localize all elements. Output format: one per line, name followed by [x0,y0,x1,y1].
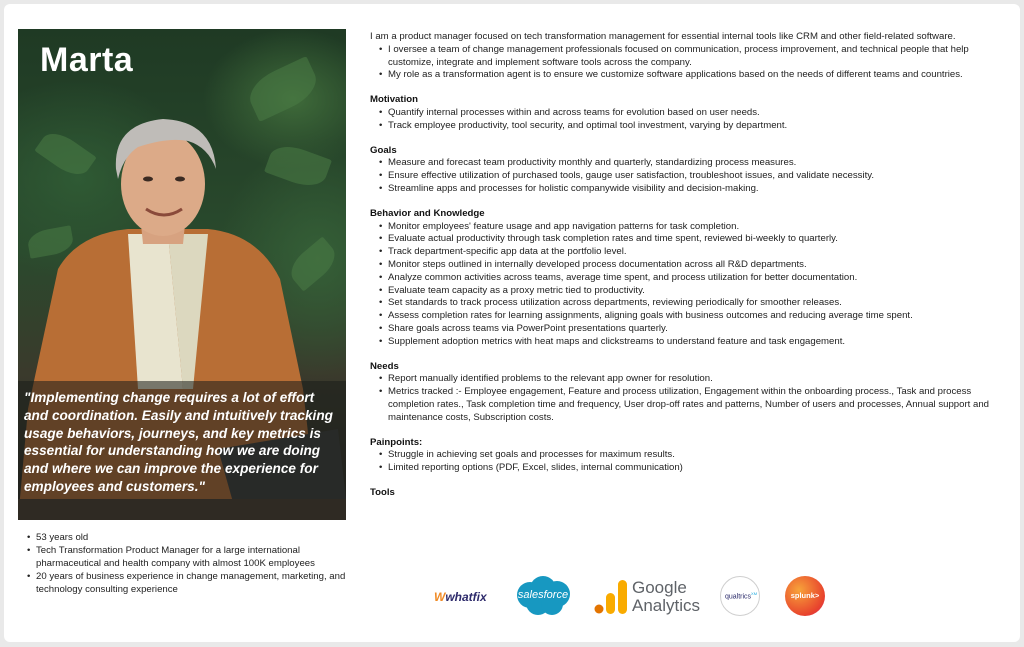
persona-fact: • Tech Transformation Product Manager for a large international pharmaceutical and health company with almost 100K employees [27,544,347,570]
list-item: • Assess completion rates for learning assignments, aligning goals with business outcomes and reducing average time spent. [379,310,1000,323]
intro-text: I am a product manager focused on tech transformation management for essential internal tools like CRM and other field-related software. [370,31,956,42]
list-item: • Report manually identified problems to the relevant app owner for resolution. [379,373,1000,386]
list-item: • Metrics tracked :- Employee engagement, Feature and process utilization, Engagement within the onboarding process., Task and process completion rates., Task completion time and frequency, User drop-off rates and patterns, Number of users and processes, Annual support and maintenance costs, Subscription costs. [379,386,1000,424]
persona-photo [18,29,346,520]
section-motivation [370,94,1000,132]
section-tools [370,487,1000,500]
list-item: • Ensure effective utilization of purchased tools, gauge user satisfaction, troubleshoot issues, and validate necessity. [379,170,1000,183]
list-item: • Struggle in achieving set goals and processes for maximum results. [379,449,1000,462]
list-item: • Evaluate team capacity as a proxy metric tied to productivity. [379,285,1000,298]
list-item: • Limited reporting options (PDF, Excel, slides, internal communication) [379,462,1000,475]
list-item: • Share goals across teams via PowerPoint presentations quarterly. [379,323,1000,336]
list-item: • Streamline apps and processes for holistic companywide visibility and decision-making. [379,183,1000,196]
list-item: • Measure and forecast team productivity monthly and quarterly, standardizing process measures. [379,157,1000,170]
section-painpoints [370,437,1000,475]
persona-fact: • 20 years of business experience in change management, marketing, and technology consulting experience [27,570,347,596]
section-needs [370,361,1000,425]
splunk-logo: splunk> [785,576,825,616]
section-goals [370,145,1000,196]
section-behavior-knowledge [370,208,1000,349]
google-analytics-bars-icon [594,579,628,615]
list-item: • Track department-specific app data at the portfolio level. [379,246,1000,259]
list-item: • Monitor employees' feature usage and app navigation patterns for task completion. [379,221,1000,234]
section-title: Motivation [370,94,418,106]
qualtrics-logo: qualtrics$^{XM}$ [720,576,760,616]
google-analytics-logo: Google Analytics [594,579,704,617]
persona-quote: "Implementing change requires a lot of effort and coordination. Easily and intuitively tracking usage behaviors, journeys, and key metrics is essential for understanding how we are doing and where we can improve the experience for employees and customers." [24,390,333,494]
persona-details [370,31,1000,500]
section-title: Painpoints: [370,436,423,448]
list-item: • Monitor steps outlined in internally developed process documentation across all R&D departments. [379,259,1000,272]
list-item: • Supplement adoption metrics with heat maps and clickstreams to understand feature and task engagement. [379,336,1000,349]
whatfix-logo: Wwhatfix [434,590,487,604]
list-item: • Evaluate actual productivity through task completion rates and time spent, reviewed bi-weekly to quarterly. [379,233,1000,246]
section-title: Needs [370,360,399,372]
persona-fact: • 53 years old [27,531,347,544]
intro-bullets [370,44,1000,82]
list-item: • My role as a transformation agent is to ensure we customize software applications based on the needs of different teams and countries. [379,69,1000,82]
list-item: • Set standards to track process utilization across departments, reviewing periodically for smoother releases. [379,297,1000,310]
salesforce-logo: salesforce [512,575,574,617]
tools-logos [434,574,834,618]
section-title: Behavior and Knowledge [370,207,485,219]
list-item: • I oversee a team of change management professionals focused on communication, process improvement, and technical people that help customize, integrate and implement software tools across the company. [379,44,1000,70]
persona-name: Marta [40,41,134,79]
persona-facts-list [27,531,347,596]
list-item: • Quantify internal processes within and across teams for evolution based on user needs. [379,107,1000,120]
list-item: • Analyze common activities across teams, average time spent, and process utilization for better documentation. [379,272,1000,285]
list-item: • Track employee productivity, tool security, and optimal tool investment, varying by department. [379,120,1000,133]
section-title: Goals [370,144,397,156]
section-title: Tools [370,486,395,498]
persona-quote-box [18,381,346,520]
